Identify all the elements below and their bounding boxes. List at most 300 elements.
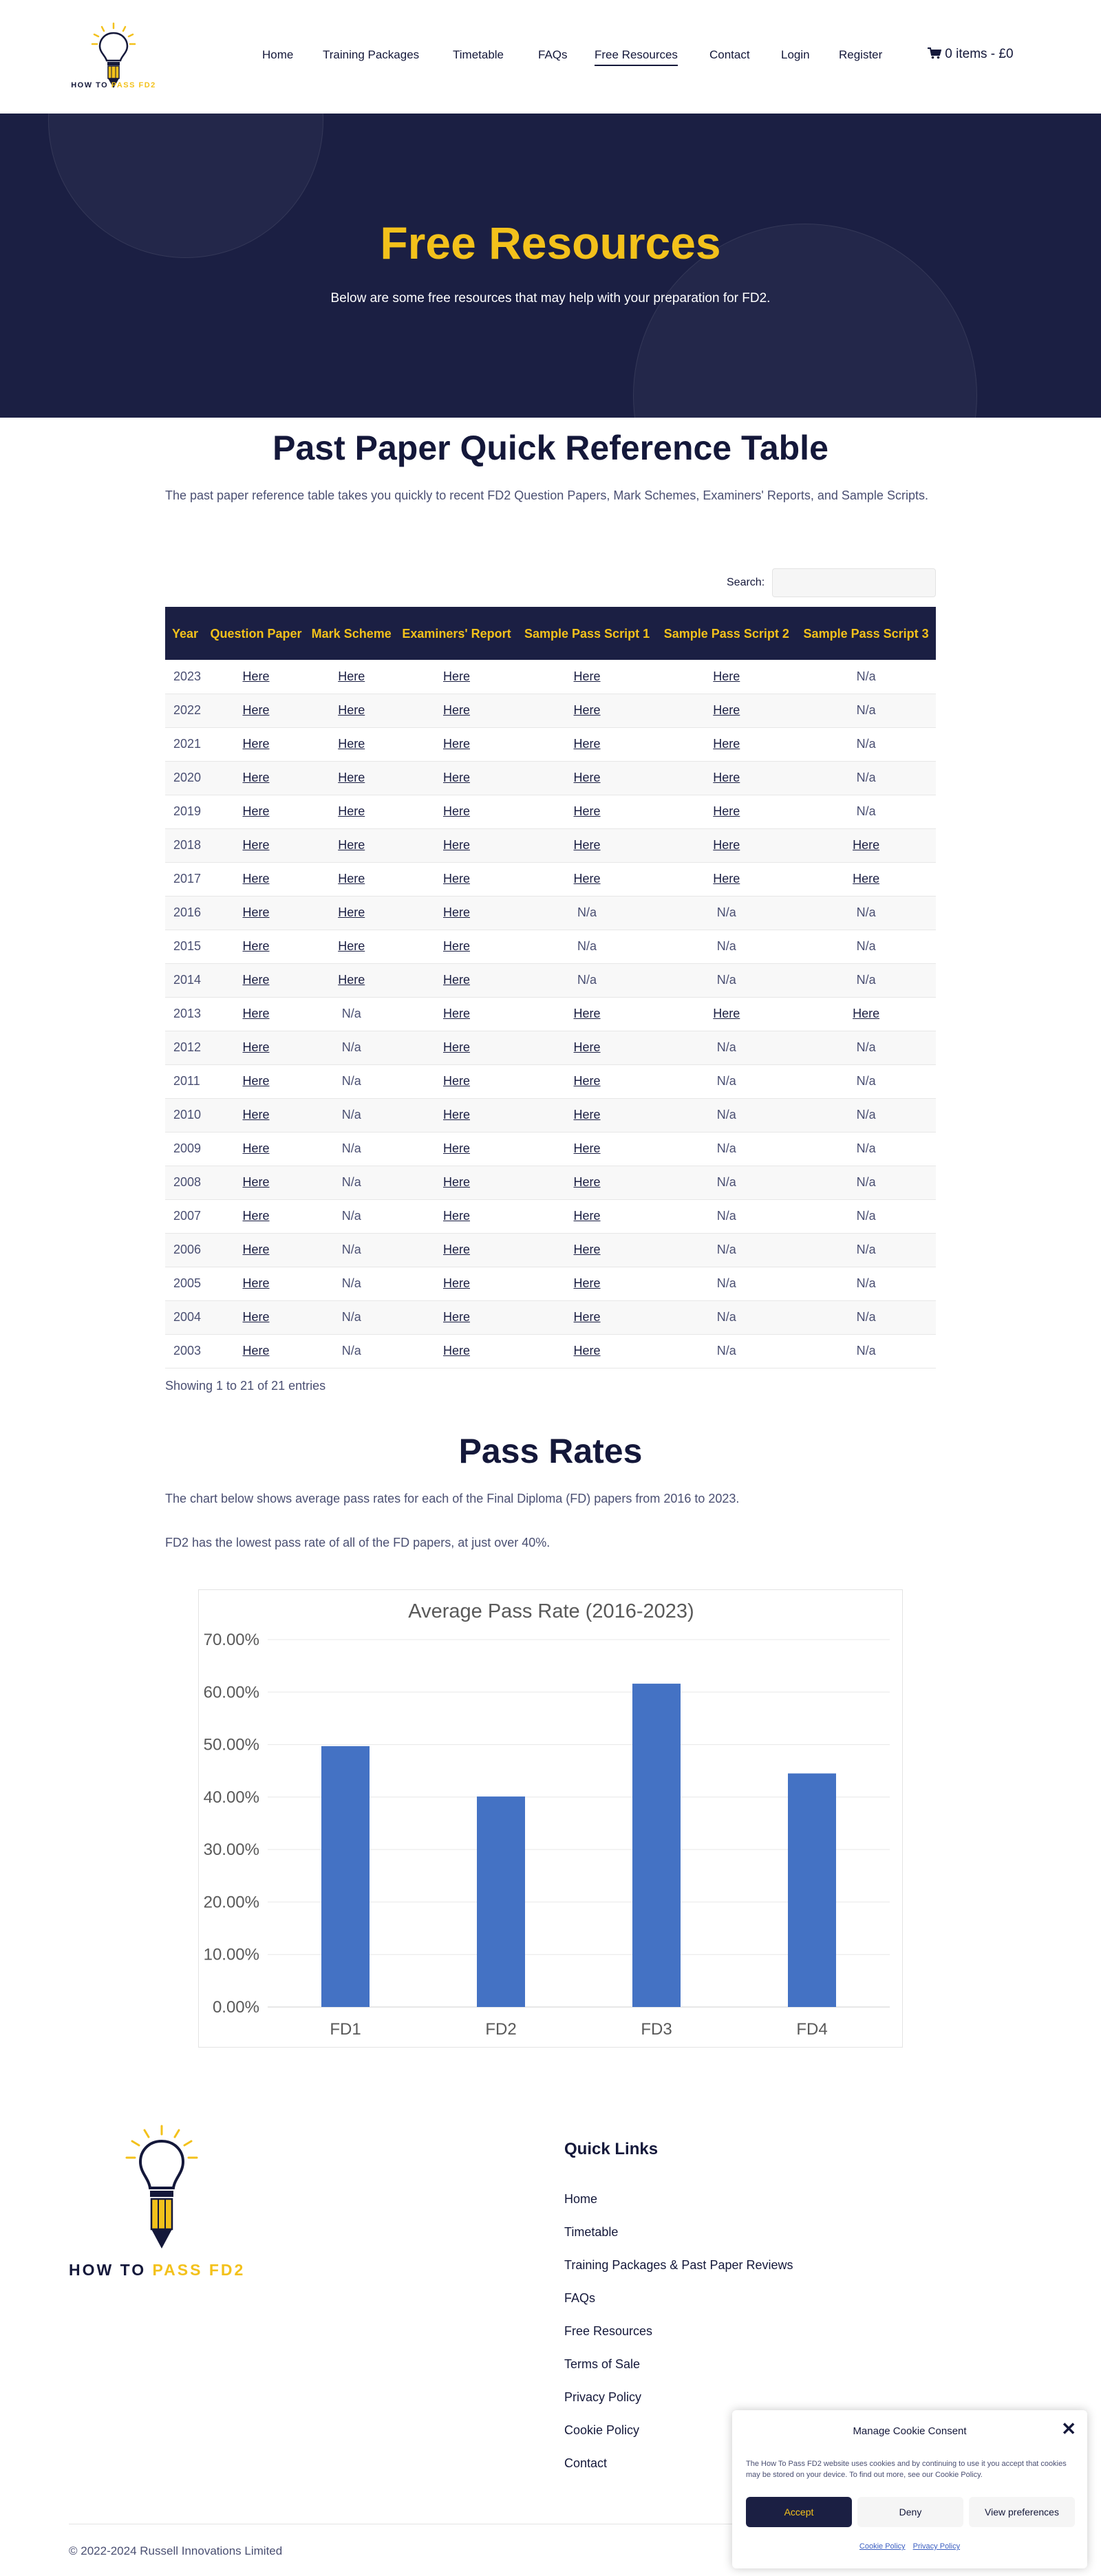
resource-link[interactable]: Here: [573, 1310, 601, 1324]
resource-link[interactable]: Here: [442, 804, 470, 818]
logo-wordmark[interactable]: [69, 81, 158, 89]
resource-link[interactable]: Here: [442, 669, 470, 683]
table-cell: N/a: [796, 1098, 936, 1132]
year-cell: 2008: [165, 1166, 205, 1199]
table-row: [165, 795, 936, 828]
table-row: [165, 828, 936, 862]
resource-link[interactable]: Here: [242, 939, 270, 953]
table-cell: N/a: [307, 1166, 396, 1199]
x-tick-label: FD4: [796, 2020, 828, 2039]
footer-logo-text-highlight: PASS FD2: [152, 2261, 246, 2279]
resource-link[interactable]: Here: [242, 1108, 270, 1121]
table-cell: N/a: [656, 1166, 796, 1199]
footer-logo-text-part: HOW TO: [69, 2261, 153, 2279]
quick-link-home[interactable]: Home: [564, 2192, 598, 2206]
table-cell: [396, 828, 517, 862]
table-cell: [307, 930, 396, 963]
year-cell: 2017: [165, 862, 205, 896]
table-cell: [396, 1064, 517, 1098]
resource-link[interactable]: Here: [242, 1344, 270, 1357]
table-cell: N/a: [307, 1300, 396, 1334]
table-cell: [517, 660, 657, 694]
table-cell: [205, 660, 307, 694]
table-cell: [205, 828, 307, 862]
table-cell: [396, 930, 517, 963]
table-cell: [396, 1233, 517, 1267]
footer-lightbulb-pencil-logo-icon[interactable]: [124, 2125, 200, 2255]
table-cell: [396, 862, 517, 896]
table-cell: [396, 660, 517, 694]
nav-contact[interactable]: Contact: [709, 48, 750, 61]
table-cell: [396, 1132, 517, 1166]
resource-link[interactable]: Here: [442, 1209, 470, 1223]
table-row: [165, 997, 936, 1031]
table-cell: [517, 1267, 657, 1300]
column-header[interactable]: Sample Pass Script 3: [796, 607, 936, 660]
resource-link[interactable]: Here: [442, 771, 470, 784]
table-info: Showing 1 to 21 of 21 entries: [165, 1379, 326, 1393]
resource-link[interactable]: Here: [242, 1310, 270, 1324]
y-tick-label: 20.00%: [203, 1893, 259, 1912]
table-row: [165, 896, 936, 930]
year-cell: 2009: [165, 1132, 205, 1166]
table-cell: [656, 795, 796, 828]
nav-register[interactable]: Register: [839, 48, 883, 61]
table-cell: [517, 727, 657, 761]
resource-link[interactable]: Here: [242, 905, 270, 919]
table-cell: [517, 1064, 657, 1098]
resource-link[interactable]: Here: [242, 1074, 270, 1088]
year-cell: 2016: [165, 896, 205, 930]
resource-link[interactable]: Here: [442, 1276, 470, 1290]
table-cell: N/a: [307, 1334, 396, 1368]
resource-link[interactable]: Here: [442, 905, 470, 919]
quick-link-faqs[interactable]: FAQs: [564, 2291, 596, 2305]
table-cell: [656, 761, 796, 795]
table-cell: N/a: [307, 1199, 396, 1233]
table-cell: N/a: [307, 997, 396, 1031]
resource-link[interactable]: Here: [338, 771, 365, 784]
table-cell: N/a: [307, 1098, 396, 1132]
resource-link[interactable]: Here: [573, 737, 601, 751]
cookie-deny-button[interactable]: Deny: [857, 2497, 963, 2527]
year-cell: 2004: [165, 1300, 205, 1334]
resource-link[interactable]: Here: [573, 1007, 601, 1020]
cookie-links: [732, 2542, 1087, 2551]
table-cell: N/a: [796, 1031, 936, 1064]
table-cell: N/a: [307, 1132, 396, 1166]
table-cell: [205, 1031, 307, 1064]
quick-link-timetable[interactable]: Timetable: [564, 2225, 619, 2239]
resource-link[interactable]: Here: [713, 703, 740, 717]
table-row: [165, 1166, 936, 1199]
table-cell: [205, 1166, 307, 1199]
table-cell: [396, 1166, 517, 1199]
year-cell: 2003: [165, 1334, 205, 1368]
resource-link[interactable]: Here: [242, 737, 270, 751]
year-cell: 2012: [165, 1031, 205, 1064]
table-cell: [517, 1166, 657, 1199]
resource-link[interactable]: Here: [442, 1074, 470, 1088]
table-cell: [307, 694, 396, 727]
table-cell: N/a: [796, 694, 936, 727]
table-cell: N/a: [796, 1334, 936, 1368]
table-cell: N/a: [656, 1199, 796, 1233]
resource-link[interactable]: Here: [573, 1074, 601, 1088]
resource-link[interactable]: Here: [573, 771, 601, 784]
table-row: [165, 963, 936, 997]
resource-link[interactable]: Here: [573, 1175, 601, 1189]
cart-link[interactable]: [928, 47, 1014, 62]
table-cell: N/a: [656, 1267, 796, 1300]
resource-link[interactable]: Here: [242, 1243, 270, 1256]
page-title: Free Resources: [380, 217, 721, 268]
table-cell: N/a: [656, 963, 796, 997]
table-cell: [656, 862, 796, 896]
resource-link[interactable]: Here: [713, 669, 740, 683]
chart-bars: [321, 1684, 836, 2007]
table-cell: [396, 1098, 517, 1132]
resource-link[interactable]: Here: [442, 1243, 470, 1256]
logo-text-highlight: PASS FD2: [111, 81, 156, 89]
year-cell: 2021: [165, 727, 205, 761]
table-cell: [796, 862, 936, 896]
table-cell: N/a: [796, 727, 936, 761]
table-cell: [396, 997, 517, 1031]
nav-free-resources[interactable]: Free Resources: [595, 48, 678, 66]
resource-link[interactable]: Here: [338, 939, 365, 953]
resource-link[interactable]: Here: [442, 939, 470, 953]
table-row: [165, 862, 936, 896]
nav-timetable[interactable]: Timetable: [453, 48, 504, 61]
resource-link[interactable]: Here: [442, 703, 470, 717]
resource-link[interactable]: Here: [242, 838, 270, 852]
table-cell: [205, 930, 307, 963]
resource-link[interactable]: Here: [242, 1276, 270, 1290]
year-cell: 2023: [165, 660, 205, 694]
table-cell: [796, 828, 936, 862]
y-tick-label: 60.00%: [203, 1683, 259, 1702]
cookie-preferences-button[interactable]: View preferences: [969, 2497, 1075, 2527]
year-cell: 2015: [165, 930, 205, 963]
nav-faqs[interactable]: FAQs: [538, 48, 568, 61]
resource-link[interactable]: Here: [442, 838, 470, 852]
table-row: [165, 1267, 936, 1300]
chart-x-axis: [330, 2020, 827, 2039]
resource-link[interactable]: Here: [242, 1209, 270, 1223]
table-cell: N/a: [796, 1199, 936, 1233]
cart-summary: 0 items - £0: [945, 47, 1014, 61]
table-cell: [205, 1233, 307, 1267]
resource-link[interactable]: Here: [442, 1175, 470, 1189]
table-cell: [205, 1199, 307, 1233]
resource-link[interactable]: Here: [573, 1276, 601, 1290]
chart-title: Average Pass Rate (2016-2023): [408, 1600, 694, 1622]
table-cell: [517, 1334, 657, 1368]
table-cell: N/a: [796, 660, 936, 694]
table-cell: [396, 1199, 517, 1233]
year-cell: 2006: [165, 1233, 205, 1267]
resource-link[interactable]: Here: [573, 1344, 601, 1357]
table-cell: [205, 1267, 307, 1300]
year-cell: 2018: [165, 828, 205, 862]
table-cell: N/a: [656, 1132, 796, 1166]
privacy-policy-link[interactable]: Privacy Policy: [912, 2542, 961, 2551]
resource-link[interactable]: Here: [338, 737, 365, 751]
pass-rates-para-1: The chart below shows average pass rates for each of the Final Diploma (FD) papers from 2016 to 2023.: [165, 1492, 740, 1505]
table-cell: [396, 963, 517, 997]
resource-link[interactable]: Here: [338, 973, 365, 987]
resource-link[interactable]: Here: [338, 804, 365, 818]
column-header[interactable]: Sample Pass Script 1: [517, 607, 657, 660]
resource-link[interactable]: Here: [338, 703, 365, 717]
table-body: [165, 660, 936, 1368]
table-cell: [517, 1233, 657, 1267]
chart-svg: [199, 1590, 904, 2048]
resource-link[interactable]: Here: [338, 872, 365, 886]
nav-training-packages[interactable]: Training Packages: [323, 48, 420, 61]
table-cell: [656, 727, 796, 761]
table-cell: [396, 727, 517, 761]
table-cell: N/a: [307, 1233, 396, 1267]
pass-rates-para-2: FD2 has the lowest pass rate of all of the FD papers, at just over 40%.: [165, 1536, 550, 1549]
resource-link[interactable]: Here: [713, 838, 740, 852]
table-cell: [396, 1267, 517, 1300]
resource-link[interactable]: Here: [442, 1108, 470, 1121]
table-cell: [517, 795, 657, 828]
table-cell: N/a: [796, 1300, 936, 1334]
resource-link[interactable]: Here: [442, 1310, 470, 1324]
table-cell: [205, 896, 307, 930]
site-header: [0, 0, 1101, 114]
resource-link[interactable]: Here: [242, 1007, 270, 1020]
table-cell: [205, 727, 307, 761]
table-row: [165, 694, 936, 727]
cookie-text: The How To Pass FD2 website uses cookies and by continuing to use it you accept that cookies may be stored on your device. To find out more, see our Cookie Policy.: [746, 2460, 1067, 2479]
table-cell: N/a: [796, 1267, 936, 1300]
table-cell: [205, 997, 307, 1031]
column-header[interactable]: Year: [165, 607, 205, 660]
table-cell: N/a: [796, 1132, 936, 1166]
table-cell: [307, 963, 396, 997]
table-cell: N/a: [517, 930, 657, 963]
table-cell: N/a: [307, 1267, 396, 1300]
resource-link[interactable]: Here: [442, 1007, 470, 1020]
cookie-policy-link[interactable]: Cookie Policy: [859, 2542, 906, 2551]
quick-link-privacy-policy[interactable]: Privacy Policy: [564, 2390, 642, 2404]
year-cell: 2014: [165, 963, 205, 997]
table-cell: [307, 828, 396, 862]
reference-intro: The past paper reference table takes you quickly to recent FD2 Question Papers, Mark Schemes, Examiners' Reports, and Sample Scripts.: [165, 489, 928, 502]
column-header[interactable]: Question Paper: [205, 607, 307, 660]
table-cell: N/a: [656, 1098, 796, 1132]
resource-link[interactable]: Here: [442, 1040, 470, 1054]
nav-login[interactable]: Login: [781, 48, 810, 61]
column-header[interactable]: Sample Pass Script 2: [656, 607, 796, 660]
table-cell: [517, 694, 657, 727]
cookie-accept-button[interactable]: Accept: [746, 2497, 852, 2527]
table-cell: [796, 997, 936, 1031]
bar: [788, 1774, 836, 2007]
resource-link[interactable]: Here: [713, 1007, 740, 1020]
table-cell: [307, 727, 396, 761]
pass-rates-heading: Pass Rates: [458, 1432, 643, 1470]
y-tick-label: 0.00%: [212, 1998, 259, 2017]
resource-link[interactable]: Here: [573, 804, 601, 818]
table-row: [165, 1334, 936, 1368]
resource-link[interactable]: Here: [442, 737, 470, 751]
table-cell: N/a: [656, 1334, 796, 1368]
table-cell: N/a: [656, 1300, 796, 1334]
table-cell: [205, 1132, 307, 1166]
footer-logo-wordmark[interactable]: [69, 2261, 261, 2279]
resource-link[interactable]: Here: [338, 838, 365, 852]
table-row: [165, 761, 936, 795]
table-row: [165, 1098, 936, 1132]
table-cell: [307, 896, 396, 930]
resource-link[interactable]: Here: [242, 771, 270, 784]
table-cell: [205, 862, 307, 896]
bar: [632, 1684, 681, 2007]
quick-link-cookie-policy[interactable]: Cookie Policy: [564, 2423, 640, 2437]
table-cell: [517, 1132, 657, 1166]
resource-link[interactable]: Here: [338, 669, 365, 683]
resource-link[interactable]: Here: [713, 737, 740, 751]
table-row: [165, 1233, 936, 1267]
pass-rate-chart: [198, 1589, 903, 2048]
column-header[interactable]: Mark Scheme: [307, 607, 396, 660]
nav-home[interactable]: Home: [262, 48, 294, 61]
table-cell: N/a: [796, 963, 936, 997]
table-cell: [656, 997, 796, 1031]
table-cell: N/a: [796, 1233, 936, 1267]
year-cell: 2010: [165, 1098, 205, 1132]
table-row: [165, 1300, 936, 1334]
table-cell: [205, 694, 307, 727]
x-tick-label: FD3: [641, 2020, 672, 2039]
resource-link[interactable]: Here: [853, 1007, 880, 1020]
reference-heading: Past Paper Quick Reference Table: [272, 429, 829, 467]
logo-text-part: HOW TO: [71, 81, 111, 89]
resource-link[interactable]: Here: [242, 669, 270, 683]
resource-link[interactable]: Here: [442, 1344, 470, 1357]
quick-links-title: Quick Links: [564, 2140, 659, 2158]
resource-link[interactable]: Here: [242, 973, 270, 987]
chart-y-axis: [204, 1631, 259, 2017]
table-cell: [396, 761, 517, 795]
resource-link[interactable]: Here: [242, 703, 270, 717]
cookie-consent-dialog: [732, 2410, 1087, 2568]
resource-link[interactable]: Here: [242, 1040, 270, 1054]
table-row: [165, 1031, 936, 1064]
resource-link[interactable]: Here: [242, 1141, 270, 1155]
quick-link-free-resources[interactable]: Free Resources: [564, 2324, 653, 2338]
table-cell: N/a: [796, 896, 936, 930]
table-cell: N/a: [796, 1166, 936, 1199]
resource-link[interactable]: Here: [573, 1040, 601, 1054]
quick-link-training-packages[interactable]: Training Packages & Past Paper Reviews: [564, 2258, 793, 2272]
table-cell: [307, 761, 396, 795]
quick-link-terms-of-sale[interactable]: Terms of Sale: [564, 2357, 641, 2371]
table-cell: N/a: [307, 1031, 396, 1064]
table-cell: [396, 1300, 517, 1334]
resource-link[interactable]: Here: [573, 1108, 601, 1121]
resource-link[interactable]: Here: [853, 838, 880, 852]
table-cell: N/a: [656, 930, 796, 963]
resource-link[interactable]: Here: [573, 669, 601, 683]
table-cell: [396, 795, 517, 828]
hero-subtitle: Below are some free resources that may help with your preparation for FD2.: [330, 291, 771, 305]
resource-link[interactable]: Here: [713, 804, 740, 818]
resource-link[interactable]: Here: [242, 804, 270, 818]
resource-link[interactable]: Here: [573, 1243, 601, 1256]
resource-link[interactable]: Here: [853, 872, 880, 886]
table-cell: [656, 694, 796, 727]
resource-link[interactable]: Here: [338, 905, 365, 919]
resource-link[interactable]: Here: [713, 771, 740, 784]
table-search-input[interactable]: [772, 568, 936, 597]
cart-icon: [928, 47, 941, 59]
table-header: [165, 607, 936, 660]
y-tick-label: 10.00%: [203, 1945, 259, 1964]
y-tick-label: 70.00%: [203, 1631, 259, 1649]
resource-link[interactable]: Here: [713, 872, 740, 886]
year-cell: 2019: [165, 795, 205, 828]
resource-link[interactable]: Here: [573, 872, 601, 886]
quick-link-contact[interactable]: Contact: [564, 2456, 608, 2470]
table-cell: [517, 1300, 657, 1334]
resource-link[interactable]: Here: [242, 872, 270, 886]
table-header-row: [165, 607, 936, 660]
table-cell: N/a: [656, 1064, 796, 1098]
table-cell: N/a: [656, 1031, 796, 1064]
resource-link[interactable]: Here: [442, 973, 470, 987]
table-row: [165, 727, 936, 761]
close-icon[interactable]: ✕: [1061, 2418, 1076, 2439]
past-paper-table: [165, 607, 936, 1368]
resource-link[interactable]: Here: [573, 1209, 601, 1223]
year-cell: 2011: [165, 1064, 205, 1098]
copyright-text: © 2022-2024 Russell Innovations Limited: [69, 2544, 283, 2557]
year-cell: 2005: [165, 1267, 205, 1300]
resource-link[interactable]: Here: [442, 872, 470, 886]
resource-link[interactable]: Here: [442, 1141, 470, 1155]
table-cell: [517, 828, 657, 862]
table-row: [165, 660, 936, 694]
table-cell: [307, 660, 396, 694]
table-cell: N/a: [796, 930, 936, 963]
bar: [477, 1796, 525, 2007]
table-cell: [517, 1098, 657, 1132]
y-tick-label: 50.00%: [203, 1735, 259, 1754]
resource-link[interactable]: Here: [242, 1175, 270, 1189]
resource-link[interactable]: Here: [573, 703, 601, 717]
table-cell: [205, 761, 307, 795]
y-tick-label: 30.00%: [203, 1840, 259, 1860]
table-cell: [396, 1334, 517, 1368]
cookie-title: Manage Cookie Consent: [853, 2425, 967, 2437]
resource-link[interactable]: Here: [573, 838, 601, 852]
table-cell: [656, 660, 796, 694]
table-cell: N/a: [656, 1233, 796, 1267]
resource-link[interactable]: Here: [573, 1141, 601, 1155]
table-cell: [205, 1300, 307, 1334]
x-tick-label: FD1: [330, 2020, 361, 2039]
column-header[interactable]: Examiners' Report: [396, 607, 517, 660]
search-label: Search:: [727, 577, 765, 588]
bar: [321, 1746, 370, 2007]
table-row: [165, 1199, 936, 1233]
